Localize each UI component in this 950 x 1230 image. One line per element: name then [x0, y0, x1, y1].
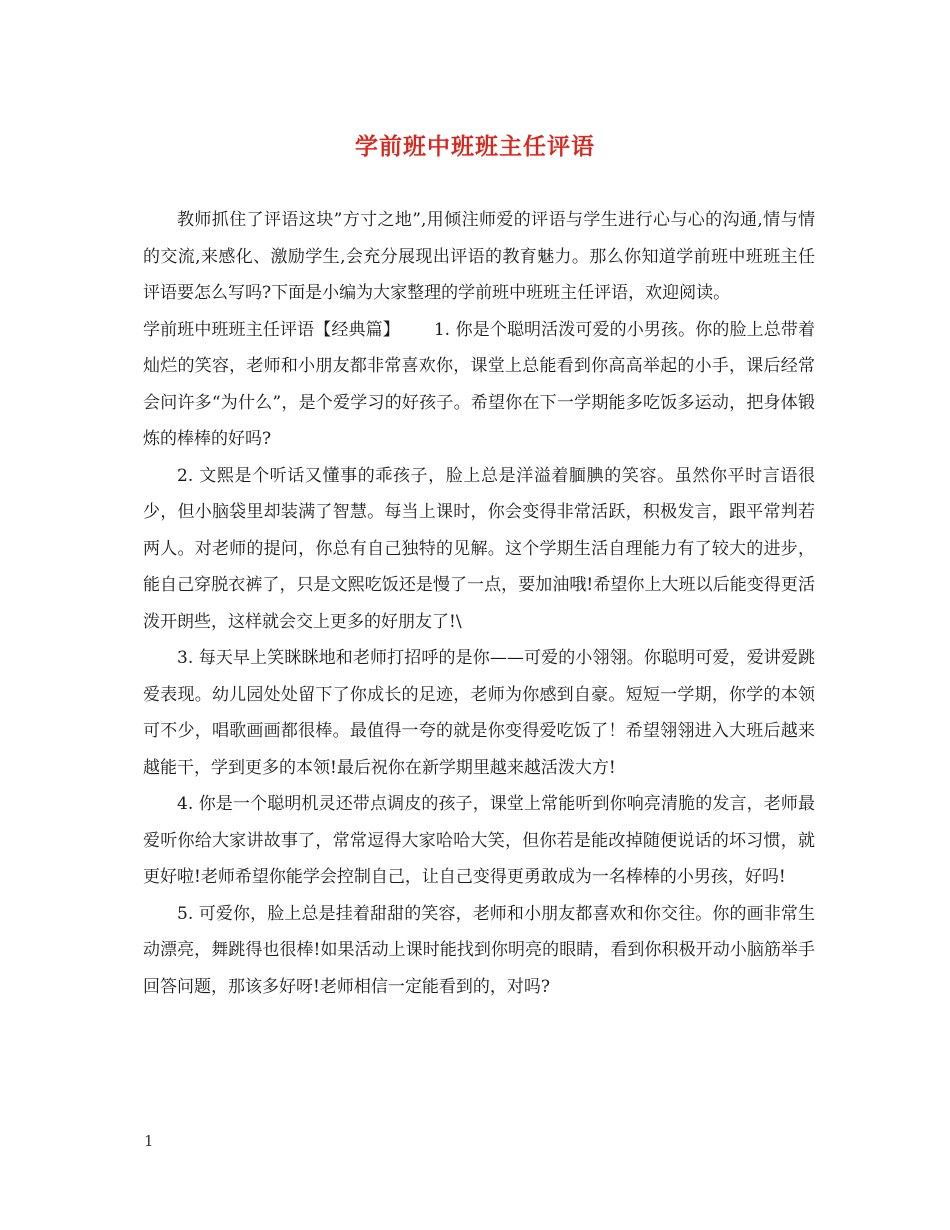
document-title: 学前班中班班主任评语 [355, 133, 595, 160]
page-number: 1 [144, 1132, 154, 1150]
intro-paragraph: 教师抓住了评语这块”方寸之地”,用倾注师爱的评语与学生进行心与心的沟通,情与情的交流,来感化、激励学生,会充分展现出评语的教育魅力。那么你知道学前班中班班主任评语要怎么写吗?下面是小编为大家整理的学前班中班班主任评语，欢迎阅读。 [143, 210, 815, 303]
comment-item-2: 2. 文熙是个听话又懂事的乖孩子，脸上总是洋溢着腼腆的笑容。虽然你平时言语很少，但小脑袋里却装满了智慧。每当上课时，你会变得非常活跃，积极发言，跟平常判若两人。对老师的提问，你总有自己独特的见解。这个学期生活自理能力有了较大的进步，能自己穿脱衣裤了，只是文熙吃饭还是慢了一点，要加油哦!希望你上大班以后能变得更活泼开朗些，这样就会交上更多的好朋友了!\ [143, 465, 815, 632]
comment-item-3: 3. 每天早上笑眯眯地和老师打招呼的是你——可爱的小翎翎。你聪明可爱，爱讲爱跳爱表现。幼儿园处处留下了你成长的足迹，老师为你感到自豪。短短一学期，你学的本领可不少，唱歌画画都很棒。最值得一夸的就是你变得爱吃饭了！希望翎翎进入大班后越来越能干，学到更多的本领!最后祝你在新学期里越来越活泼大方! [143, 648, 815, 778]
comment-item-4: 4. 你是一个聪明机灵还带点调皮的孩子，课堂上常能听到你响亮清脆的发言，老师最爱听你给大家讲故事了，常常逗得大家哈哈大笑，但你若是能改掉随便说话的坏习惯，就更好啦!老师希望你能学会控制自己，让自己变得更勇敢成为一名棒棒的小男孩，好吗! [143, 794, 815, 887]
section-paragraph-1 [143, 312, 815, 458]
comment-item-5: 5. 可爱你，脸上总是挂着甜甜的笑容，老师和小朋友都喜欢和你交往。你的画非常生动漂亮，舞跳得也很棒!如果活动上课时能找到你明亮的眼睛，看到你积极开动小脑筋举手回答问题，那该多好呀!老师相信一定能看到的，对吗? [143, 903, 815, 997]
section-heading: 学前班中班班主任评语【经典篇】 [143, 319, 400, 340]
comment-item-1: 1. 你是个聪明活泼可爱的小男孩。你的脸上总带着灿烂的笑容，老师和小朋友都非常喜欢你，课堂上总能看到你高高举起的小手，课后经常会问许多“为什么”，是个爱学习的好孩子。希望你在下一学期能多吃饭多运动，把身体锻炼的棒棒的好吗? [143, 319, 816, 449]
document-body [143, 202, 815, 1005]
